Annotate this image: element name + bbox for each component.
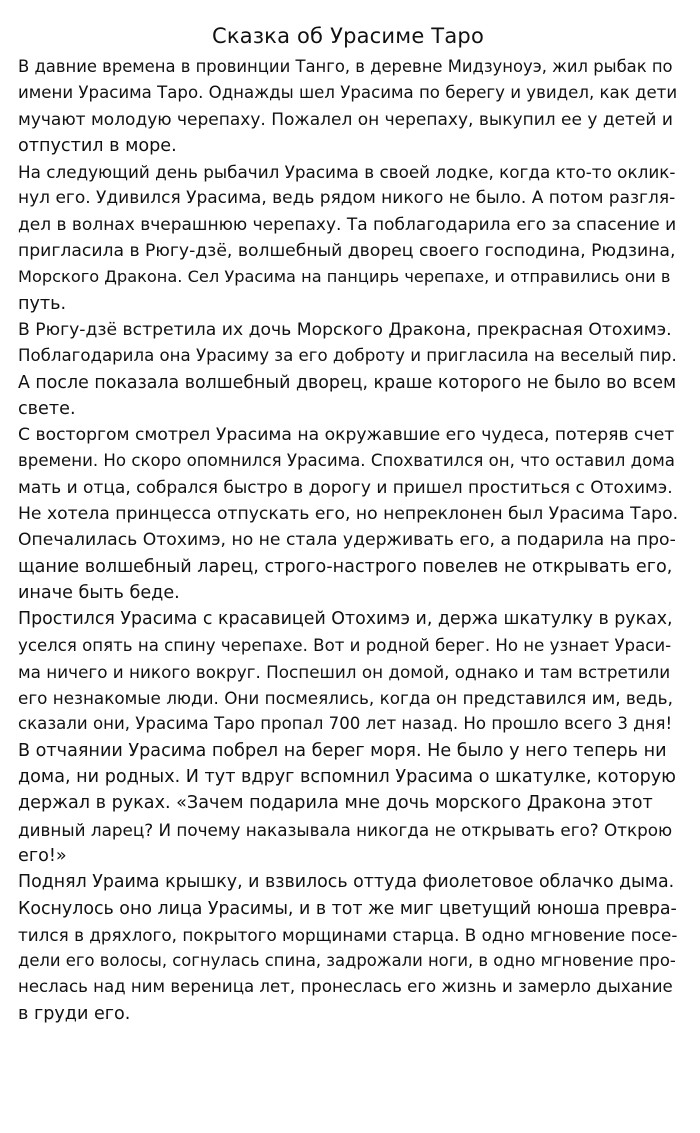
- text-line: Простился Урасима с красавицей Отохимэ и, держа шкатулку в руках,: [18, 609, 673, 630]
- text-line: пригласила в Рюгу-дзё, волшебный дворец своего господина, Рюдзина,: [18, 241, 676, 262]
- text-line: его!»: [18, 845, 67, 866]
- text-line: неслась над ним вереница лет, пронеслась его жизнь и замерло дыхание: [18, 977, 673, 997]
- text-line: нул его. Удивился Урасима, ведь рядом никого не было. А потом разгля-: [18, 188, 676, 209]
- text-line: ма ничего и никого вокруг. Поспешил он домой, однако и там встретили: [18, 661, 671, 682]
- text-line: дома, ни родных. И тут вдруг вспомнил Урасима о шкатулке, которую: [18, 767, 676, 788]
- text-line: В давние времена в провинции Танго, в деревне Мидзуноуэ, жил рыбак по: [18, 57, 673, 76]
- text-line: Морского Дракона. Сел Урасима на панцирь черепахе, и отправились они в: [18, 267, 671, 287]
- text-line: свете.: [18, 398, 76, 419]
- text-line: иначе быть беде.: [18, 582, 180, 603]
- story-text: [18, 54, 678, 1027]
- text-line: мучают молодую черепаху. Пожалел он черепаху, выкупил ее у детей и: [18, 109, 673, 130]
- text-line: имени Урасима Таро. Однажды шел Урасима по берегу и увидел, как дети: [18, 83, 678, 103]
- page-title: Сказка об Урасиме Таро: [212, 24, 484, 48]
- text-line: Поднял Ураима крышку, и взвилось оттуда фиолетовое облачко дыма.: [18, 872, 675, 893]
- text-line: Не хотела принцесса отпускать его, но непреклонен был Урасима Таро.: [18, 504, 678, 525]
- text-line: отпустил в море.: [18, 135, 177, 156]
- text-line: путь.: [18, 293, 67, 314]
- text-line: Поблагодарила она Урасиму за его доброту и пригласила на веселый пир.: [18, 346, 677, 366]
- text-line: держал в руках. «Зачем подарила мне дочь морского Дракона этот: [18, 793, 653, 814]
- text-line: в груди его.: [18, 1003, 131, 1024]
- text-line: щание волшебный ларец, строго-настрого повелев не открывать его,: [18, 556, 673, 577]
- text-line: Коснулось оно лица Урасимы, и в тот же миг цветущий юноша превра-: [18, 898, 677, 919]
- text-line: сказали они, Урасима Таро пропал 700 лет назад. Но прошло всего 3 дня!: [18, 714, 673, 734]
- text-line: С восторгом смотрел Урасима на окружавшие его чудеса, потеряв счет: [18, 425, 675, 446]
- text-line: тился в дряхлого, покрытого морщинами старца. В одно мгновение посе-: [18, 924, 678, 945]
- text-line: На следующий день рыбачил Урасима в своей лодке, когда кто-то оклик-: [18, 162, 676, 183]
- text-line: уселся опять на спину черепахе. Вот и родной берег. Но не узнает Ураси-: [18, 635, 672, 655]
- text-line: его незнакомые люди. Они посмеялись, когда он представился им, ведь,: [18, 688, 673, 709]
- text-line: мать и отца, собрался быстро в дорогу и пришел проститься с Отохимэ.: [18, 477, 673, 498]
- text-line: дели его волосы, согнулась спина, задрожали ноги, в одно мгновение про-: [18, 951, 676, 971]
- text-line: Опечалилась Отохимэ, но не стала удерживать его, а подарила на про-: [18, 530, 676, 551]
- text-line: дел в волнах вчерашнюю черепаху. Та поблагодарила его за спасение и: [18, 214, 677, 235]
- text-line: В Рюгу-дзё встретила их дочь Морского Дракона, прекрасная Отохимэ.: [18, 319, 672, 340]
- text-line: А после показала волшебный дворец, краше которого не было во всем: [18, 372, 677, 393]
- text-line: В отчаянии Урасима побрел на берег моря. Не было у него теперь ни: [18, 740, 667, 761]
- text-line: дивный ларец? И почему наказывала никогда не открывать его? Открою: [18, 819, 673, 840]
- text-line: времени. Но скоро опомнился Урасима. Спохватился он, что оставил дома: [18, 451, 675, 471]
